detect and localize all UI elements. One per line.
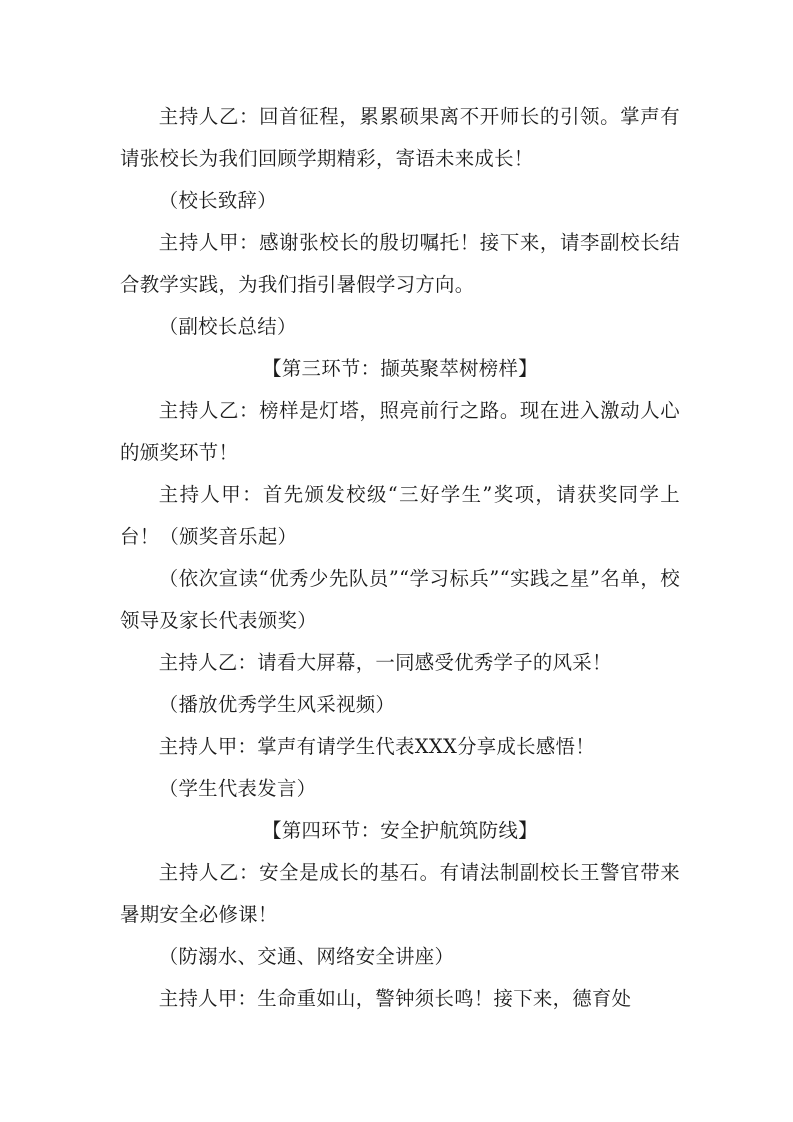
paragraph: 主持人乙：榜样是灯塔，照亮前行之路。现在进入激动人心的颁奖环节！	[120, 399, 680, 464]
paragraph: （防溺水、交通、网络安全讲座）	[158, 945, 455, 968]
paragraph: （播放优秀学生风采视频）	[158, 693, 396, 716]
paragraph: 主持人乙：请看大屏幕，一同感受优秀学子的风采！	[158, 651, 612, 674]
section-heading: 【第三环节：撷英聚萃树榜样】	[262, 357, 538, 380]
paragraph: 主持人乙：安全是成长的基石。有请法制副校长王警官带来暑期安全必修课！	[120, 861, 680, 926]
paragraph: 主持人甲：感谢张校长的殷切嘱托！接下来，请李副校长结合教学实践，为我们指引暑假学习方向。	[120, 231, 680, 296]
section-heading: 【第四环节：安全护航筑防线】	[262, 819, 538, 842]
paragraph: （副校长总结）	[158, 315, 297, 338]
document-body	[120, 96, 680, 1020]
paragraph: （校长致辞）	[158, 189, 277, 212]
paragraph: （学生代表发言）	[158, 777, 317, 800]
paragraph: （依次宣读“优秀少先队员”“学习标兵”“实践之星”名单，校领导及家长代表颁奖）	[120, 567, 680, 632]
paragraph: 主持人甲：生命重如山，警钟须长鸣！接下来，德育处	[158, 987, 632, 1010]
paragraph: 主持人甲：掌声有请学生代表XXX分享成长感悟！	[158, 735, 595, 758]
paragraph: 主持人甲：首先颁发校级“三好学生”奖项，请获奖同学上台！（颁奖音乐起）	[120, 483, 680, 548]
paragraph: 主持人乙：回首征程，累累硕果离不开师长的引领。掌声有请张校长为我们回顾学期精彩，寄语未来成长！	[120, 105, 680, 170]
